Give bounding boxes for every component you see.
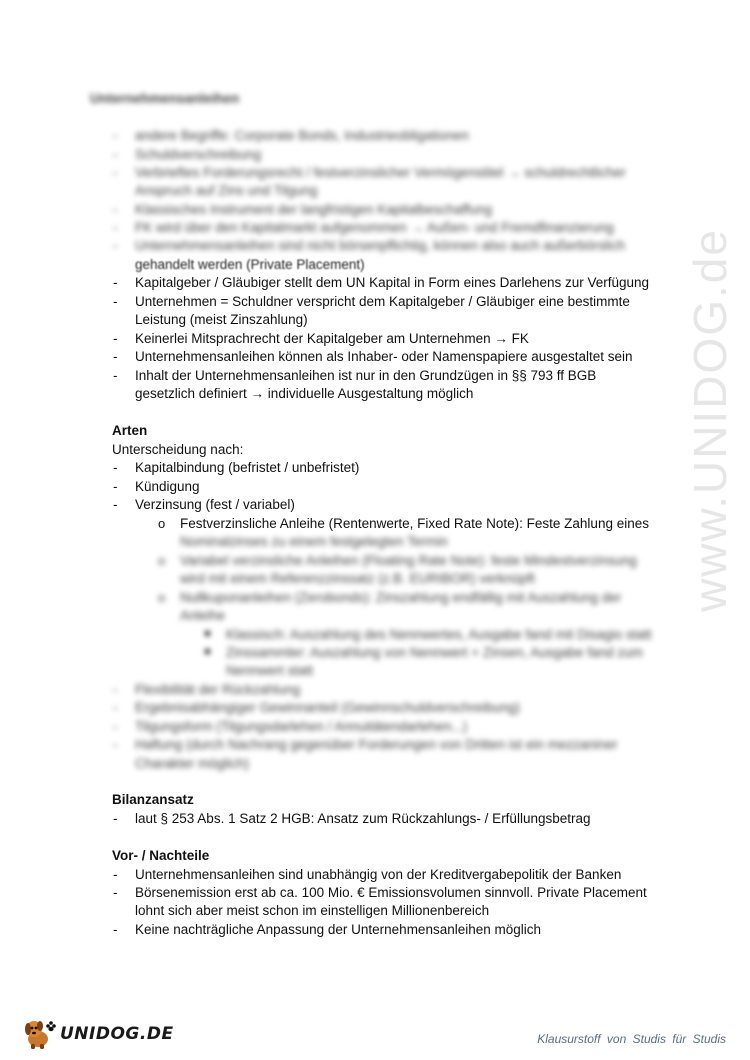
list-item: Unternehmensanleihen sind nicht börsenpflichtig, können also auch außerbörslich [135, 238, 626, 253]
list-item: Keinerlei Mitsprachrecht der Kapitalgeber am Unternehmen → FK [135, 331, 529, 346]
bullet-dash: - [113, 220, 118, 235]
bullet-dash: - [113, 331, 118, 346]
list-item: andere Begriffe: Corporate Bonds, Industrieobligationen [135, 128, 469, 143]
bullet-square [205, 631, 210, 636]
list-item-continuation: Anspruch auf Zins und Tilgung [135, 183, 318, 198]
list-item-continuation: Leistung (meist Zinszahlung) [135, 312, 308, 327]
bullet-circle: o [158, 516, 166, 531]
sub-sub-list-item-continuation: Nennwert statt [226, 663, 314, 678]
list-item-continuation: Charakter möglich) [135, 756, 250, 771]
sub-sub-list-item: Klassisch: Auszahlung des Nennwertes, Ausgabe fand mit Disagio statt [226, 627, 652, 642]
list-item: Flexibilität der Rückzahlung [135, 682, 301, 697]
list-item: Börsenemission erst ab ca. 100 Mio. € Emissionsvolumen sinnvoll. Private Placement [135, 885, 647, 900]
bullet-dash: - [113, 867, 118, 882]
bullet-dash: - [113, 682, 118, 697]
dog-icon [22, 1017, 56, 1051]
list-item: FK wird über den Kapitalmarkt aufgenommen → Außen- und Fremdfinanzierung [135, 220, 614, 235]
bullet-dash: - [113, 885, 118, 900]
bullet-dash: - [113, 922, 118, 937]
list-item: Verbrieftes Forderungsrecht / festverzinslicher Vermögenstitel → schuldrechtlicher [135, 165, 626, 180]
bullet-dash: - [113, 165, 118, 180]
bullet-dash: - [113, 294, 118, 309]
list-item-continuation: gehandelt werden (Private Placement) [135, 257, 365, 272]
list-item: Haftung (durch Nachrang gegenüber Forderungen von Dritten ist ein mezzaniner [135, 737, 618, 752]
bullet-dash: - [113, 128, 118, 143]
watermark-text: www.UNIDOG.de [684, 228, 737, 612]
list-item: Kündigung [135, 479, 200, 494]
bullet-dash: - [113, 368, 118, 383]
list-item: Keine nachträgliche Anpassung der Unternehmensanleihen möglich [135, 922, 542, 937]
sub-list-item: Nullkuponanleihen (Zerobonds): Zinszahlung endfällig mit Auszahlung der [180, 590, 622, 605]
list-item: Unternehmensanleihen können als Inhaber- oder Namenspapiere ausgestaltet sein [135, 349, 633, 364]
logo-text: UNIDOG.DE [60, 1024, 174, 1044]
bullet-dash: - [113, 497, 118, 512]
footer-slogan: Klausurstoff von Studis für Studis [537, 1032, 726, 1046]
list-item: Schuldverschreibung [135, 147, 262, 162]
unidog-logo [22, 1014, 182, 1054]
section-title-bilanzansatz: Bilanzansatz [112, 792, 194, 807]
section-title-arten: Arten [112, 423, 148, 438]
list-item-continuation: gesetzlich definiert → individuelle Ausgestaltung möglich [135, 386, 474, 401]
bullet-square [205, 649, 210, 654]
bullet-dash: - [113, 700, 118, 715]
bullet-dash: - [113, 479, 118, 494]
sub-list-item-continuation: Nominalzinses zu einem festgelegten Termin [180, 534, 448, 549]
list-item: laut § 253 Abs. 1 Satz 2 HGB: Ansatz zum Rückzahlungs- / Erfüllungsbetrag [135, 811, 591, 826]
bullet-dash: - [113, 275, 118, 290]
bullet-dash: - [113, 811, 118, 826]
list-item-continuation: lohnt sich aber meist schon im einstelligen Millionenbereich [135, 903, 490, 918]
list-item: Kapitalgeber / Gläubiger stellt dem UN Kapital in Form eines Darlehens zur Verfügung [135, 275, 650, 290]
bullet-dash: - [113, 719, 118, 734]
bullet-dash: - [113, 737, 118, 752]
bullet-dash: - [113, 460, 118, 475]
list-item: Unternehmen = Schuldner verspricht dem Kapitalgeber / Gläubiger eine bestimmte [135, 294, 630, 309]
list-item: Klassisches Instrument der langfristigen Kapitalbeschaffung [135, 202, 492, 217]
section-intro: Unterscheidung nach: [112, 442, 244, 457]
bullet-dash: - [113, 238, 118, 253]
bullet-dash: - [113, 202, 118, 217]
bullet-circle: o [158, 553, 166, 568]
list-item: Inhalt der Unternehmensanleihen ist nur in den Grundzügen in §§ 793 ff BGB [135, 368, 597, 383]
sub-list-item-continuation: wird mit einem Referenzzinssatz (z.B. EURIBOR) verknüpft [180, 571, 535, 586]
sub-sub-list-item: Zinssammler: Auszahlung von Nennwert + Zinsen, Ausgabe fand zum [226, 645, 643, 660]
bullet-circle: o [158, 590, 166, 605]
list-item: Kapitalbindung (befristet / unbefristet) [135, 460, 360, 475]
section-title-unternehmensanleihen: Unternehmensanleihen [90, 91, 240, 106]
watermark [684, 110, 737, 730]
bullet-dash: - [113, 349, 118, 364]
list-item: Unternehmensanleihen sind unabhängig von der Kreditvergabepolitik der Banken [135, 867, 622, 882]
bullet-dash: - [113, 147, 118, 162]
section-title-vor-nachteile: Vor- / Nachteile [112, 848, 210, 863]
list-item: Tilgungsform (Tilgungsdarlehen / Annuitätendarlehen...) [135, 719, 468, 734]
sub-list-item: Variabel verzinsliche Anleihen (Floating Rate Note): feste Mindestverzinsung [180, 553, 637, 568]
sub-list-item-continuation: Anleihe [180, 608, 226, 623]
list-item: Verzinsung (fest / variabel) [135, 497, 295, 512]
list-item: Ergebnisabhängiger Gewinnanteil (Gewinnschuldverschreibung) [135, 700, 520, 715]
sub-list-item: Festverzinsliche Anleihe (Rentenwerte, Fixed Rate Note): Feste Zahlung eines [180, 516, 649, 531]
